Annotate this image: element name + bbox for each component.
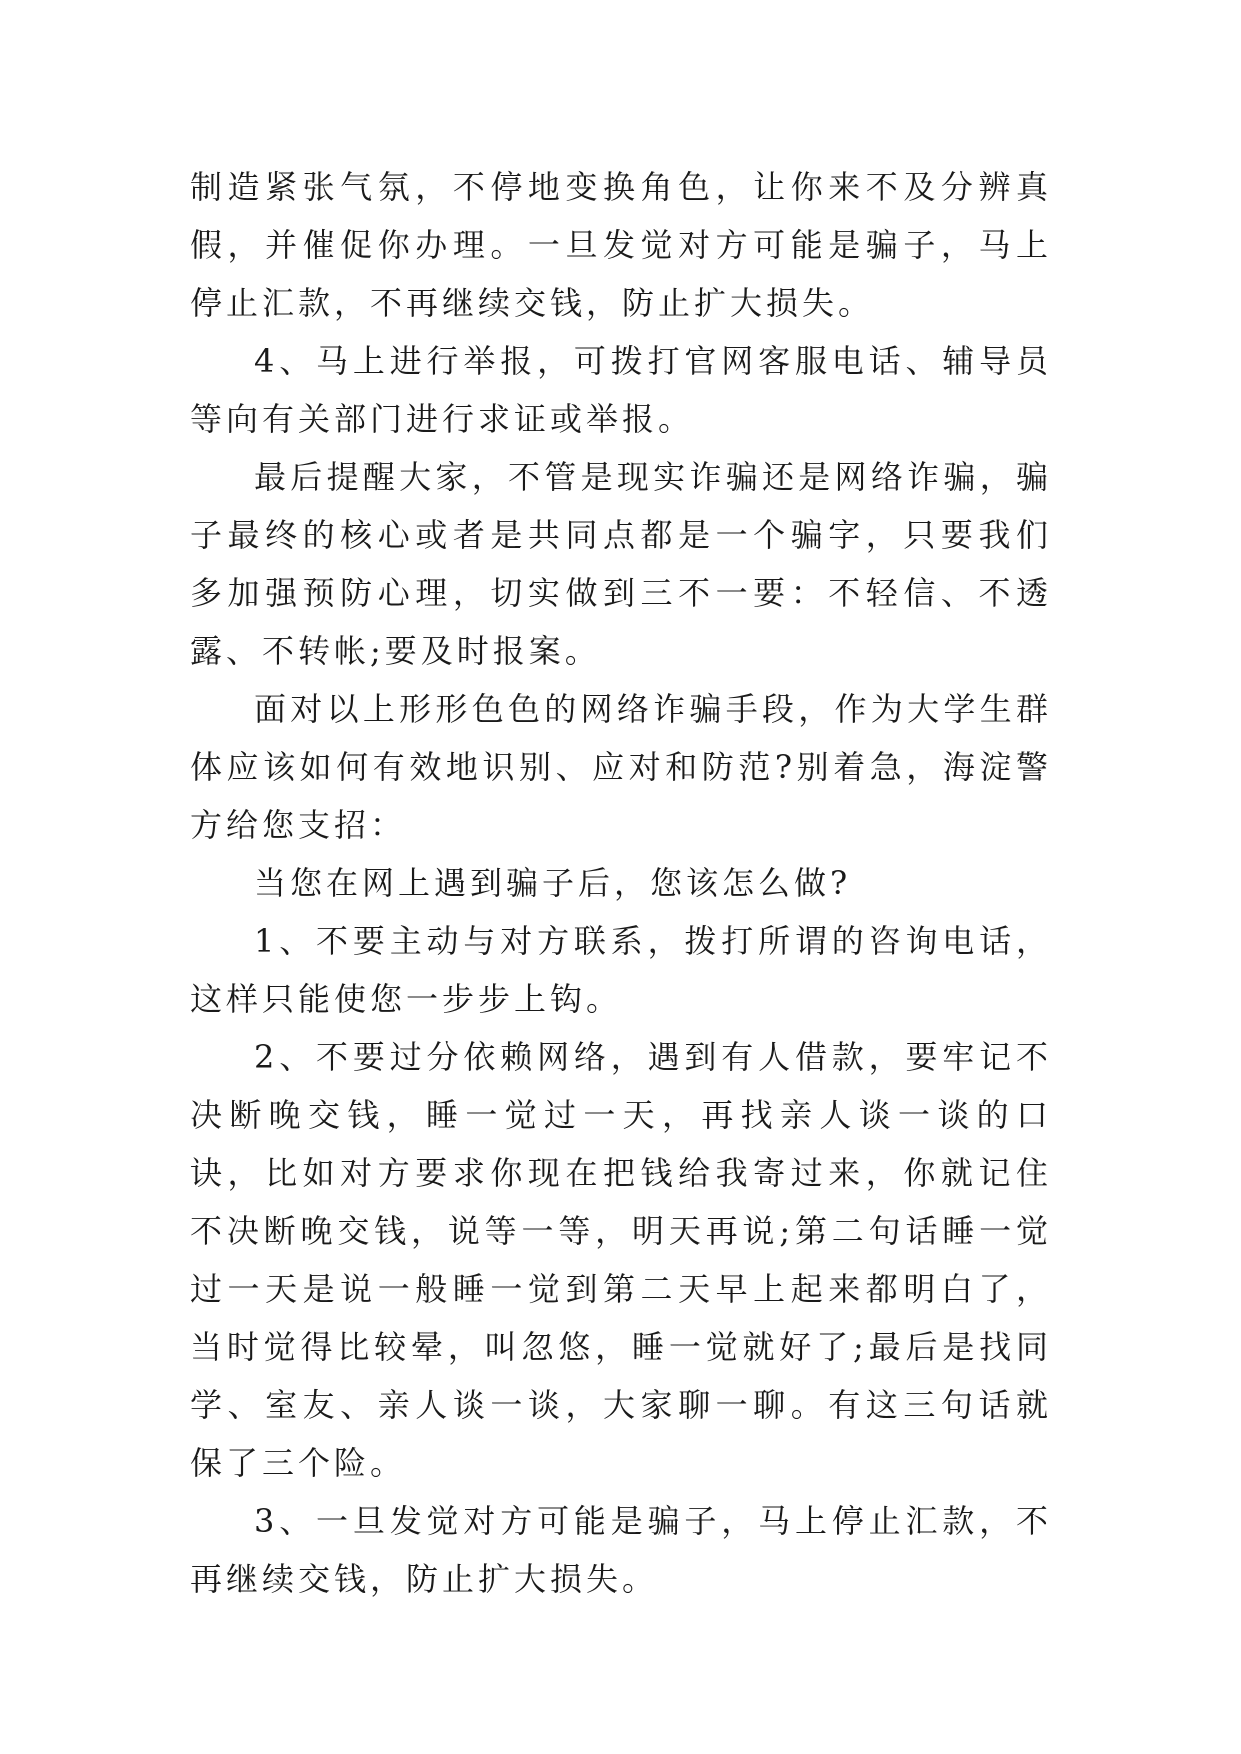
paragraph-question: 当您在网上遇到骗子后，您该怎么做? — [254, 864, 852, 902]
paragraph-intro-tips: 面对以上形形色色的网络诈骗手段，作为大学生群体应该如何有效地识别、应对和防范?别着急，海淀警方给您支招： — [190, 690, 1052, 844]
paragraph-continuation: 制造紧张气氛，不停地变换角色，让你来不及分辨真假，并催促你办理。一旦发觉对方可能是骗子，马上停止汇款，不再继续交钱，防止扩大损失。 — [190, 168, 1052, 322]
paragraph-tip-3: 3、一旦发觉对方可能是骗子，马上停止汇款，不再继续交钱，防止扩大损失。 — [190, 1502, 1052, 1598]
paragraph-tip-2: 2、不要过分依赖网络，遇到有人借款，要牢记不决断晚交钱，睡一觉过一天，再找亲人谈一谈的口诀，比如对方要求你现在把钱给我寄过来，你就记住不决断晚交钱，说等一等，明天再说;第二句话睡一觉过一天是说一般睡一觉到第二天早上起来都明白了，当时觉得比较晕，叫忽悠，睡一觉就好了;最后是找同学、室友、亲人谈一谈，大家聊一聊。有这三句话就保了三个险。 — [190, 1038, 1052, 1482]
paragraph-item-4: 4、马上进行举报，可拨打官网客服电话、辅导员等向有关部门进行求证或举报。 — [190, 342, 1052, 438]
paragraph-reminder: 最后提醒大家，不管是现实诈骗还是网络诈骗，骗子最终的核心或者是共同点都是一个骗字，只要我们多加强预防心理，切实做到三不一要：不轻信、不透露、不转帐;要及时报案。 — [190, 458, 1052, 670]
document-page — [190, 158, 1052, 1608]
paragraph-tip-1: 1、不要主动与对方联系，拨打所谓的咨询电话，这样只能使您一步步上钩。 — [190, 922, 1052, 1018]
